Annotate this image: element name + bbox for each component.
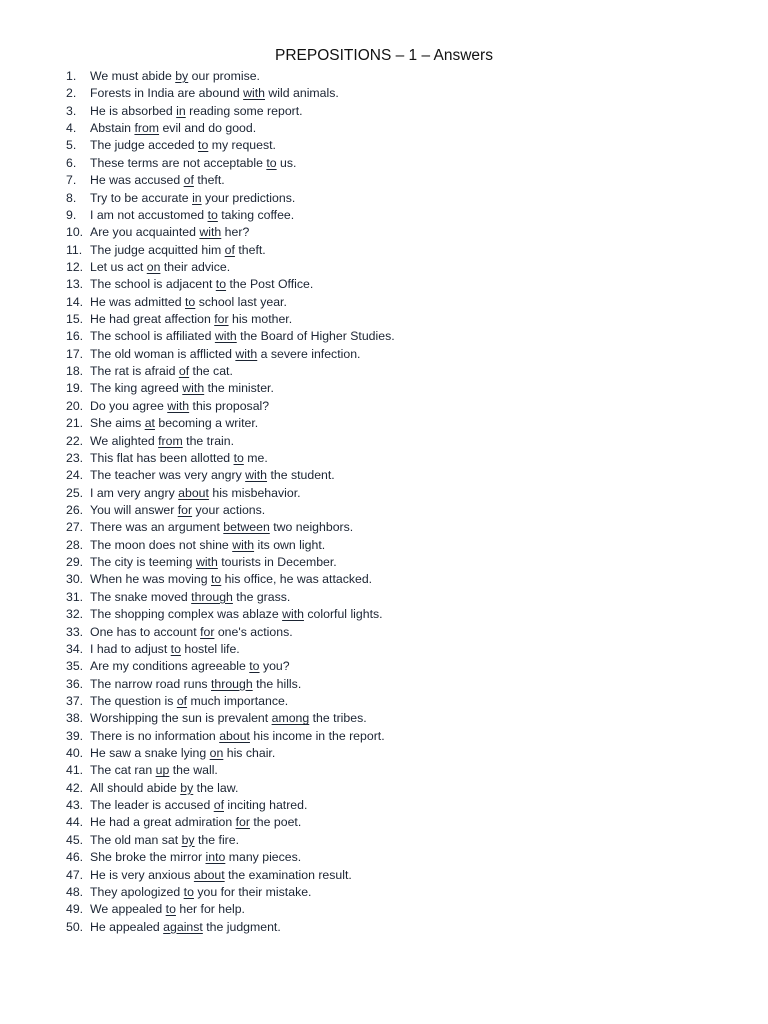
item-number: 7. bbox=[66, 173, 77, 188]
sentence-start: We alighted bbox=[90, 433, 159, 448]
sentence-start: I am very angry bbox=[90, 485, 179, 500]
sentence-end: the student. bbox=[267, 468, 335, 483]
item-number: 6. bbox=[66, 155, 77, 170]
answer-preposition: for bbox=[235, 815, 250, 830]
sentence-end: you? bbox=[259, 659, 290, 674]
answer-preposition: into bbox=[205, 850, 226, 865]
sentence-end: the examination result. bbox=[224, 867, 352, 882]
answer-preposition: to bbox=[215, 277, 227, 292]
list-item bbox=[66, 155, 746, 172]
sentence-start: The question is bbox=[90, 693, 177, 708]
answer-preposition: with bbox=[282, 607, 304, 622]
list-item bbox=[66, 450, 746, 467]
sentence-end: one's actions. bbox=[214, 624, 293, 639]
sentence-end: you for their mistake. bbox=[193, 884, 312, 899]
item-number: 44. bbox=[66, 815, 84, 830]
answer-preposition: by bbox=[180, 780, 194, 795]
sentence-end: the Post Office. bbox=[226, 277, 314, 292]
answer-preposition: to bbox=[170, 641, 181, 656]
item-number: 45. bbox=[66, 832, 84, 847]
sentence-start: The narrow road runs bbox=[90, 676, 211, 691]
answer-preposition: on bbox=[209, 746, 224, 761]
answer-preposition: up bbox=[155, 763, 170, 778]
sentence-start: Abstain bbox=[90, 121, 135, 136]
answer-preposition: at bbox=[144, 416, 155, 431]
item-number: 37. bbox=[66, 693, 84, 708]
answer-preposition: of bbox=[213, 798, 224, 813]
sentence-end: his income in the report. bbox=[249, 728, 385, 743]
list-item bbox=[66, 224, 746, 241]
sentence-end: theft. bbox=[193, 173, 225, 188]
list-item bbox=[66, 120, 746, 137]
sentence-end: my request. bbox=[208, 138, 276, 153]
answer-preposition: with bbox=[243, 86, 265, 101]
answer-preposition: with bbox=[199, 225, 222, 240]
answer-preposition: of bbox=[178, 364, 190, 379]
sentence-start: I am not accustomed bbox=[90, 207, 208, 222]
sentence-start: The school is affiliated bbox=[90, 329, 215, 344]
item-number: 21. bbox=[66, 416, 84, 431]
sentence-end: his chair. bbox=[223, 746, 276, 761]
answer-preposition: with bbox=[214, 329, 237, 344]
item-number: 31. bbox=[66, 589, 84, 604]
sentence-start: One has to account bbox=[90, 624, 201, 639]
sentence-end: tourists in December. bbox=[217, 555, 337, 570]
sentence-end: two neighbors. bbox=[269, 520, 354, 535]
item-number: 20. bbox=[66, 398, 84, 413]
sentence-end: the judgment. bbox=[202, 919, 281, 934]
answer-preposition: with bbox=[182, 381, 205, 396]
sentence-start: The judge acquitted him bbox=[90, 242, 225, 257]
list-item bbox=[66, 745, 746, 762]
list-item bbox=[66, 832, 746, 849]
answer-preposition: to bbox=[207, 207, 218, 222]
item-number: 10. bbox=[66, 225, 84, 240]
sentence-start: The school is adjacent bbox=[90, 277, 216, 292]
answer-preposition: from bbox=[134, 121, 160, 136]
sentence-start: You will answer bbox=[90, 502, 178, 517]
sentence-end: the Board of Higher Studies. bbox=[236, 329, 395, 344]
item-number: 47. bbox=[66, 867, 84, 882]
sentence-start: Do you agree bbox=[90, 398, 168, 413]
sentence-start: Are my conditions agreeable bbox=[90, 659, 250, 674]
sentence-end: me. bbox=[243, 450, 268, 465]
sentence-end: theft. bbox=[234, 242, 266, 257]
sentence-start: The rat is afraid bbox=[90, 364, 179, 379]
sentence-start: Let us act bbox=[90, 259, 147, 274]
answer-preposition: among bbox=[271, 711, 310, 726]
item-number: 25. bbox=[66, 485, 84, 500]
answer-preposition: about bbox=[193, 867, 225, 882]
list-item bbox=[66, 624, 746, 641]
list-item bbox=[66, 710, 746, 727]
sentence-end: his office, he was attacked. bbox=[221, 572, 373, 587]
answer-preposition: with bbox=[245, 468, 268, 483]
sentence-end: evil and do good. bbox=[159, 121, 257, 136]
item-number: 50. bbox=[66, 919, 84, 934]
answer-preposition: of bbox=[176, 693, 188, 708]
item-number: 18. bbox=[66, 364, 84, 379]
list-item bbox=[66, 693, 746, 710]
list-item bbox=[66, 780, 746, 797]
sentence-end: our promise. bbox=[188, 69, 260, 83]
sentence-start: Forests in India are abound bbox=[90, 86, 244, 101]
item-number: 33. bbox=[66, 624, 84, 639]
answer-preposition: by bbox=[175, 69, 189, 83]
item-number: 17. bbox=[66, 346, 84, 361]
list-item bbox=[66, 519, 746, 536]
sentence-end: the tribes. bbox=[309, 711, 367, 726]
item-number: 36. bbox=[66, 676, 84, 691]
sentence-start: The cat ran bbox=[90, 763, 156, 778]
answer-preposition: to bbox=[233, 450, 244, 465]
list-item bbox=[66, 728, 746, 745]
sentence-start: The king agreed bbox=[90, 381, 183, 396]
sentence-end: your predictions. bbox=[201, 190, 296, 205]
sentence-start: There is no information bbox=[90, 728, 220, 743]
list-item bbox=[66, 398, 746, 415]
answer-preposition: to bbox=[249, 659, 260, 674]
list-item bbox=[66, 311, 746, 328]
page-title: PREPOSITIONS – 1 – Answers bbox=[275, 47, 493, 64]
answer-preposition: to bbox=[165, 902, 176, 917]
sentence-start: He was admitted bbox=[90, 294, 186, 309]
answer-preposition: for bbox=[177, 502, 193, 517]
sentence-start: The leader is accused bbox=[90, 798, 214, 813]
list-item bbox=[66, 328, 746, 345]
answer-preposition: to bbox=[198, 138, 209, 153]
sentence-start: These terms are not acceptable bbox=[90, 155, 267, 170]
answer-preposition: to bbox=[185, 294, 196, 309]
sentence-start: He saw a snake lying bbox=[90, 746, 210, 761]
item-number: 1. bbox=[66, 69, 77, 83]
item-number: 34. bbox=[66, 641, 84, 656]
answer-list bbox=[66, 68, 746, 936]
answer-preposition: with bbox=[232, 537, 255, 552]
list-item bbox=[66, 762, 746, 779]
sentence-end: the hills. bbox=[252, 676, 302, 691]
sentence-start: He is absorbed bbox=[90, 103, 177, 118]
sentence-end: the fire. bbox=[194, 832, 240, 847]
sentence-end: the wall. bbox=[169, 763, 218, 778]
answer-preposition: for bbox=[200, 624, 215, 639]
list-item bbox=[66, 867, 746, 884]
answer-preposition: about bbox=[178, 485, 209, 500]
sentence-start: The teacher was very angry bbox=[90, 468, 246, 483]
item-number: 43. bbox=[66, 798, 84, 813]
sentence-end: her? bbox=[221, 225, 250, 240]
sentence-end: his mother. bbox=[228, 312, 293, 327]
item-number: 8. bbox=[66, 190, 77, 205]
item-number: 12. bbox=[66, 259, 84, 274]
sentence-start: Worshipping the sun is prevalent bbox=[90, 711, 272, 726]
sentence-start: When he was moving bbox=[90, 572, 211, 587]
sentence-end: the grass. bbox=[232, 589, 291, 604]
answer-preposition: on bbox=[146, 259, 161, 274]
list-item bbox=[66, 85, 746, 102]
sentence-start: The snake moved bbox=[90, 589, 192, 604]
list-item bbox=[66, 641, 746, 658]
sentence-end: many pieces. bbox=[225, 850, 302, 865]
sentence-start: We must abide bbox=[90, 69, 176, 83]
answer-preposition: with bbox=[235, 346, 258, 361]
list-item bbox=[66, 502, 746, 519]
list-item bbox=[66, 137, 746, 154]
item-number: 22. bbox=[66, 433, 84, 448]
sentence-end: their advice. bbox=[160, 259, 231, 274]
answer-preposition: between bbox=[223, 520, 270, 535]
sentence-end: the law. bbox=[193, 780, 239, 795]
item-number: 30. bbox=[66, 572, 84, 587]
list-item bbox=[66, 814, 746, 831]
list-item bbox=[66, 207, 746, 224]
item-number: 39. bbox=[66, 728, 84, 743]
sentence-start: The moon does not shine bbox=[90, 537, 233, 552]
answer-preposition: with bbox=[195, 555, 218, 570]
answer-preposition: through bbox=[210, 676, 253, 691]
sentence-end: colorful lights. bbox=[303, 607, 383, 622]
list-item bbox=[66, 172, 746, 189]
list-item bbox=[66, 259, 746, 276]
answer-preposition: by bbox=[181, 832, 195, 847]
list-item bbox=[66, 380, 746, 397]
answer-preposition: for bbox=[214, 312, 229, 327]
sentence-start: She broke the mirror bbox=[90, 850, 206, 865]
item-number: 13. bbox=[66, 277, 84, 292]
sentence-end: a severe infection. bbox=[257, 346, 361, 361]
item-number: 42. bbox=[66, 780, 84, 795]
list-item bbox=[66, 467, 746, 484]
item-number: 9. bbox=[66, 207, 77, 222]
sentence-end: reading some report. bbox=[185, 103, 303, 118]
sentence-end: her for help. bbox=[175, 902, 245, 917]
list-item bbox=[66, 554, 746, 571]
list-item bbox=[66, 346, 746, 363]
item-number: 11. bbox=[66, 242, 83, 257]
list-item bbox=[66, 190, 746, 207]
item-number: 46. bbox=[66, 850, 84, 865]
sentence-end: your actions. bbox=[192, 502, 266, 517]
sentence-start: They apologized bbox=[90, 884, 184, 899]
answer-preposition: to bbox=[266, 155, 277, 170]
sentence-start: Try to be accurate bbox=[90, 190, 193, 205]
item-number: 26. bbox=[66, 502, 84, 517]
sentence-end: us. bbox=[276, 155, 297, 170]
list-item bbox=[66, 294, 746, 311]
item-number: 28. bbox=[66, 537, 84, 552]
item-number: 16. bbox=[66, 329, 84, 344]
sentence-end: the train. bbox=[182, 433, 235, 448]
item-number: 49. bbox=[66, 902, 84, 917]
list-item bbox=[66, 606, 746, 623]
sentence-start: We appealed bbox=[90, 902, 166, 917]
list-item bbox=[66, 884, 746, 901]
sentence-start: Are you acquainted bbox=[90, 225, 200, 240]
sentence-start: This flat has been allotted bbox=[90, 450, 234, 465]
answer-preposition: to bbox=[210, 572, 222, 587]
item-number: 24. bbox=[66, 468, 84, 483]
list-item bbox=[66, 919, 746, 936]
sentence-end: this proposal? bbox=[189, 398, 270, 413]
list-item bbox=[66, 658, 746, 675]
sentence-end: his misbehavior. bbox=[208, 485, 301, 500]
sentence-end: the poet. bbox=[249, 815, 302, 830]
sentence-end: inciting hatred. bbox=[224, 798, 308, 813]
list-item bbox=[66, 242, 746, 259]
sentence-end: becoming a writer. bbox=[154, 416, 259, 431]
list-item bbox=[66, 363, 746, 380]
list-item bbox=[66, 68, 746, 85]
list-item bbox=[66, 103, 746, 120]
item-number: 38. bbox=[66, 711, 84, 726]
sentence-start: The judge acceded bbox=[90, 138, 199, 153]
sentence-end: wild animals. bbox=[265, 86, 339, 101]
sentence-end: its own light. bbox=[254, 537, 326, 552]
list-item bbox=[66, 276, 746, 293]
list-item bbox=[66, 676, 746, 693]
sentence-start: The old woman is afflicted bbox=[90, 346, 236, 361]
item-number: 2. bbox=[66, 86, 77, 101]
sentence-end: the cat. bbox=[189, 364, 233, 379]
sentence-start: He appealed bbox=[90, 919, 164, 934]
sentence-end: hostel life. bbox=[180, 641, 240, 656]
list-item bbox=[66, 797, 746, 814]
sentence-start: He was accused bbox=[90, 173, 184, 188]
list-item bbox=[66, 537, 746, 554]
list-item bbox=[66, 415, 746, 432]
item-number: 48. bbox=[66, 884, 84, 899]
sentence-start: The old man sat bbox=[90, 832, 182, 847]
item-number: 32. bbox=[66, 607, 84, 622]
item-number: 5. bbox=[66, 138, 77, 153]
sentence-start: He is very anxious bbox=[90, 867, 194, 882]
list-item bbox=[66, 485, 746, 502]
sentence-start: All should abide bbox=[90, 780, 181, 795]
item-number: 29. bbox=[66, 555, 84, 570]
sentence-start: He had great affection bbox=[90, 312, 215, 327]
item-number: 41. bbox=[66, 763, 84, 778]
item-number: 4. bbox=[66, 121, 77, 136]
answer-preposition: in bbox=[192, 190, 202, 205]
sentence-start: The shopping complex was ablaze bbox=[90, 607, 283, 622]
item-number: 40. bbox=[66, 746, 84, 761]
item-number: 15. bbox=[66, 312, 84, 327]
list-item bbox=[66, 849, 746, 866]
answer-preposition: about bbox=[219, 728, 250, 743]
item-number: 19. bbox=[66, 381, 84, 396]
list-item bbox=[66, 589, 746, 606]
item-number: 3. bbox=[66, 103, 77, 118]
sentence-start: The city is teeming bbox=[90, 555, 196, 570]
answer-preposition: against bbox=[163, 919, 203, 934]
sentence-start: I had to adjust bbox=[90, 641, 171, 656]
item-number: 23. bbox=[66, 450, 84, 465]
sentence-end: the minister. bbox=[204, 381, 274, 396]
answer-preposition: to bbox=[183, 884, 194, 899]
item-number: 35. bbox=[66, 659, 84, 674]
list-item bbox=[66, 901, 746, 918]
sentence-start: She aims bbox=[90, 416, 145, 431]
sentence-end: school last year. bbox=[195, 294, 287, 309]
sentence-end: much importance. bbox=[187, 693, 289, 708]
answer-preposition: in bbox=[176, 103, 186, 118]
answer-preposition: of bbox=[183, 173, 194, 188]
answer-preposition: with bbox=[167, 398, 190, 413]
sentence-start: There was an argument bbox=[90, 520, 224, 535]
answer-preposition: through bbox=[191, 589, 233, 604]
list-item bbox=[66, 433, 746, 450]
item-number: 14. bbox=[66, 294, 84, 309]
item-number: 27. bbox=[66, 520, 84, 535]
answer-preposition: of bbox=[224, 242, 235, 257]
sentence-start: He had a great admiration bbox=[90, 815, 236, 830]
list-item bbox=[66, 571, 746, 588]
sentence-end: taking coffee. bbox=[217, 207, 295, 222]
answer-preposition: from bbox=[158, 433, 183, 448]
